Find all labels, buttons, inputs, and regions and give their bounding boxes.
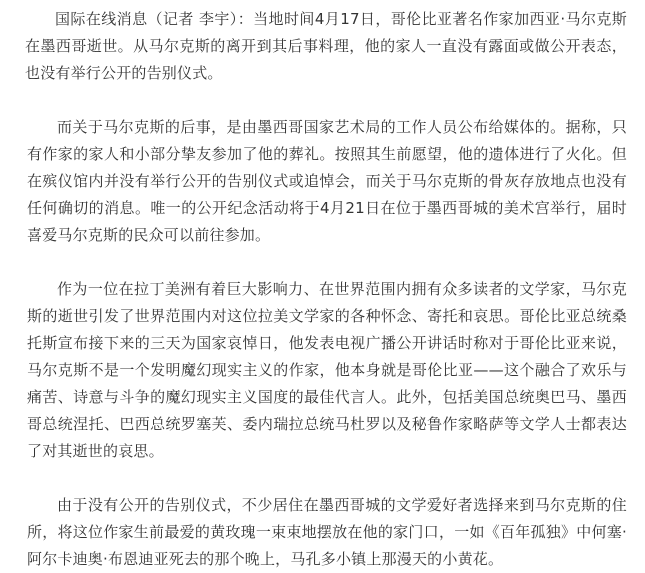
- article-paragraph-4: 由于没有公开的告别仪式，不少居住在墨西哥城的文学爱好者选择来到马尔克斯的住所，将这位作家生前最爱的黄玫瑰一束束地摆放在他的家门口，一如《百年孤独》中何塞·阿尔卡迪奥·布恩迪亚死去的那个晚上，马孔多小镇上那漫天的小黄花。: [27, 496, 627, 568]
- article-paragraph-1: 国际在线消息（记者 李宇）：当地时间4月17日，哥伦比亚著名作家加西亚·马尔克斯在墨西哥逝世。从马尔克斯的离开到其后事料理，他的家人一直没有露面或做公开表态，也没有举行公开的告别仪式。: [25, 10, 627, 82]
- article-paragraph-3: 作为一位在拉丁美洲有着巨大影响力、在世界范围内拥有众多读者的文学家，马尔克斯的逝世引发了世界范围内对这位拉美文学家的各种怀念、寄托和哀思。哥伦比亚总统桑托斯宣布接下来的三天为国家哀悼日，他发表电视广播公开讲话时称对于哥伦比亚来说，马尔克斯不是一个发明魔幻现实主义的作家，他本身就是哥伦比亚——这个融合了欢乐与痛苦、诗意与斗争的魔幻现实主义国度的最佳代言人。此外，包括美国总统奥巴马、墨西哥总统涅托、巴西总统罗塞芙、委内瑞拉总统马杜罗以及秘鲁作家略萨等文学人士都表达了对其逝世的哀思。: [27, 280, 627, 460]
- article-paragraph-2: 而关于马尔克斯的后事，是由墨西哥国家艺术局的工作人员公布给媒体的。据称，只有作家的家人和小部分挚友参加了他的葬礼。按照其生前愿望，他的遗体进行了火化。但在殡仪馆内并没有举行公开的告别仪式或追悼会，而关于马尔克斯的骨灰存放地点也没有任何确切的消息。唯一的公开纪念活动将于4月21日在位于墨西哥城的美术宫举行，届时喜爱马尔克斯的民众可以前往参加。: [27, 118, 627, 244]
